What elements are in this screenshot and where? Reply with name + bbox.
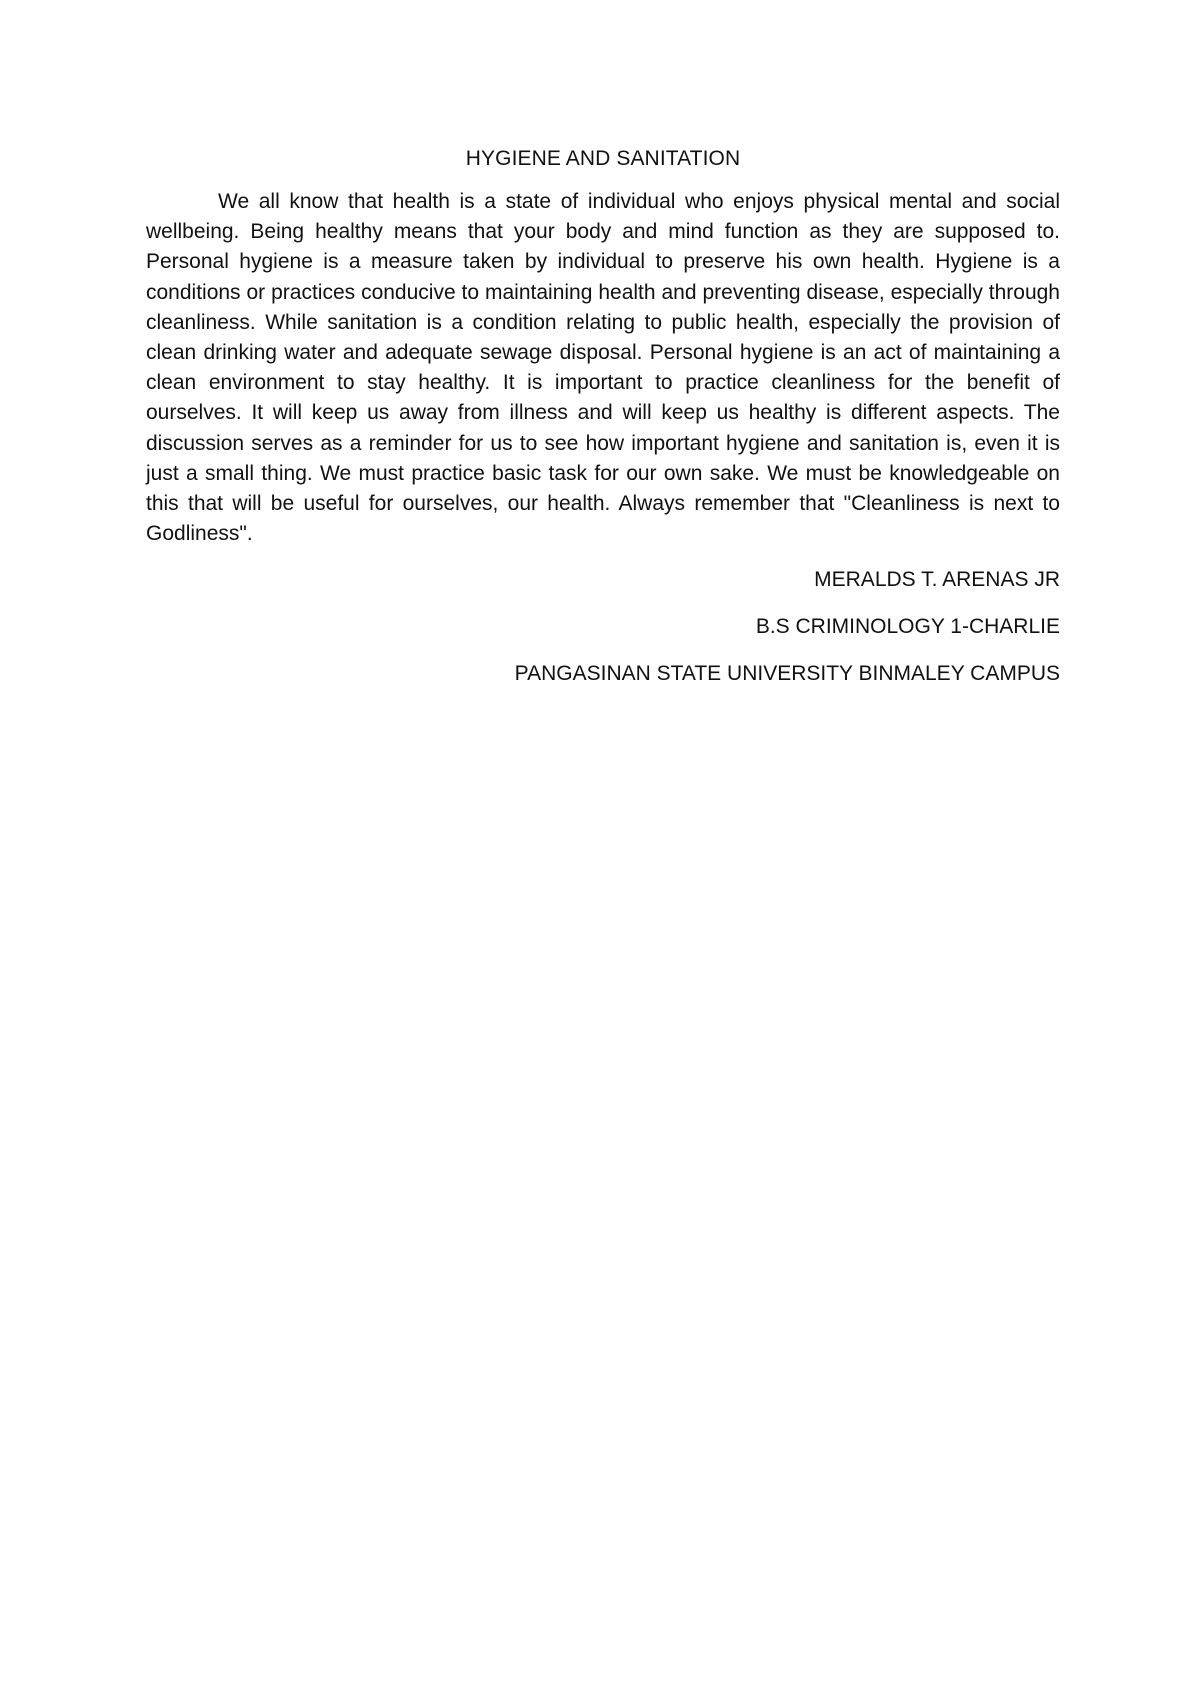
document-body-paragraph: We all know that health is a state of individual who enjoys physical mental and social wellbeing. Being healthy means that your body and mind function as they are supposed to. Personal hygiene is a measure taken by individual to preserve his own health. Hygiene is a conditions or practices conducive to maintaining health and preventing disease, especially through cleanliness. While sanitation is a condition relating to public health, especially the provision of clean drinking water and adequate sewage disposal. Personal hygiene is an act of maintaining a clean environment to stay healthy. It is important to practice cleanliness for the benefit of ourselves. It will keep us away from illness and will keep us healthy is different aspects. The discussion serves as a reminder for us to see how important hygiene and sanitation is, even it is just a small thing. We must practice basic task for our own sake. We must be knowledgeable on this that will be useful for ourselves, our health. Always remember that "Cleanliness is next to Godliness". <box>146 190 1060 546</box>
author-name: MERALDS T. ARENAS JR <box>814 568 1060 592</box>
document-content <box>146 143 1060 706</box>
author-school: PANGASINAN STATE UNIVERSITY BINMALEY CAMPUS <box>514 662 1060 686</box>
document-title: HYGIENE AND SANITATION <box>465 147 741 170</box>
author-course: B.S CRIMINOLOGY 1-CHARLIE <box>755 615 1060 639</box>
